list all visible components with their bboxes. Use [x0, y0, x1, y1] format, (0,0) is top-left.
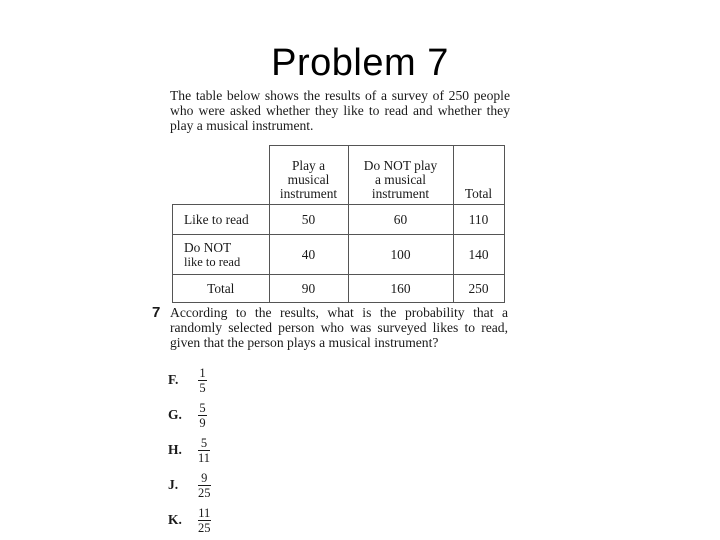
table-row — [173, 205, 505, 235]
choice-fraction: $\frac{1}{5}$ — [199, 365, 206, 395]
col-header-total: Total — [453, 146, 504, 205]
table-cell: 110 — [453, 205, 504, 235]
table-header-row — [173, 146, 505, 205]
choice-j[interactable] — [168, 470, 211, 500]
table-cell: 140 — [453, 235, 504, 275]
table-row-total — [173, 275, 505, 303]
choice-k[interactable] — [168, 505, 211, 535]
table-cell: 100 — [348, 235, 453, 275]
choice-fraction: $\frac{9}{25}$ — [198, 470, 211, 500]
table-cell: 40 — [269, 235, 348, 275]
choice-letter: H. — [168, 442, 182, 457]
intro-paragraph: The table below shows the results of a survey of 250 people who were asked whether they like to read and whether they play a musical instrument. — [170, 88, 510, 133]
table-cell: 50 — [269, 205, 348, 235]
table-corner-cell — [173, 146, 270, 205]
page-title: Problem 7 — [271, 42, 449, 84]
table-cell: 60 — [348, 205, 453, 235]
col-header-play: Play a musical instrument — [269, 146, 348, 205]
table-cell: 250 — [453, 275, 504, 303]
question-text: According to the results, what is the probability that a randomly selected person who was surveyed likes to read, given that the person plays a musical instrument? — [170, 305, 508, 350]
choice-letter: F. — [168, 372, 179, 387]
choice-fraction: $\frac{5}{9}$ — [199, 400, 206, 430]
choice-f[interactable] — [168, 365, 207, 395]
row-label-total: Total — [173, 275, 270, 303]
choice-letter: J. — [168, 477, 179, 492]
choice-h[interactable] — [168, 435, 210, 465]
question-number: 7 — [152, 304, 161, 321]
choice-letter: K. — [168, 512, 182, 527]
row-label-not-like-to-read: Do NOT like to read — [173, 235, 270, 275]
row-label-like-to-read: Like to read — [173, 205, 270, 235]
choice-fraction: $\frac{5}{11}$ — [198, 435, 211, 465]
choice-g[interactable] — [168, 400, 207, 430]
choice-letter: G. — [168, 407, 182, 422]
table-cell: 90 — [269, 275, 348, 303]
table-row — [173, 235, 505, 275]
choice-fraction: $\frac{11}{25}$ — [198, 505, 211, 535]
table-cell: 160 — [348, 275, 453, 303]
col-header-not-play: Do NOT play a musical instrument — [348, 146, 453, 205]
survey-table — [172, 145, 505, 303]
